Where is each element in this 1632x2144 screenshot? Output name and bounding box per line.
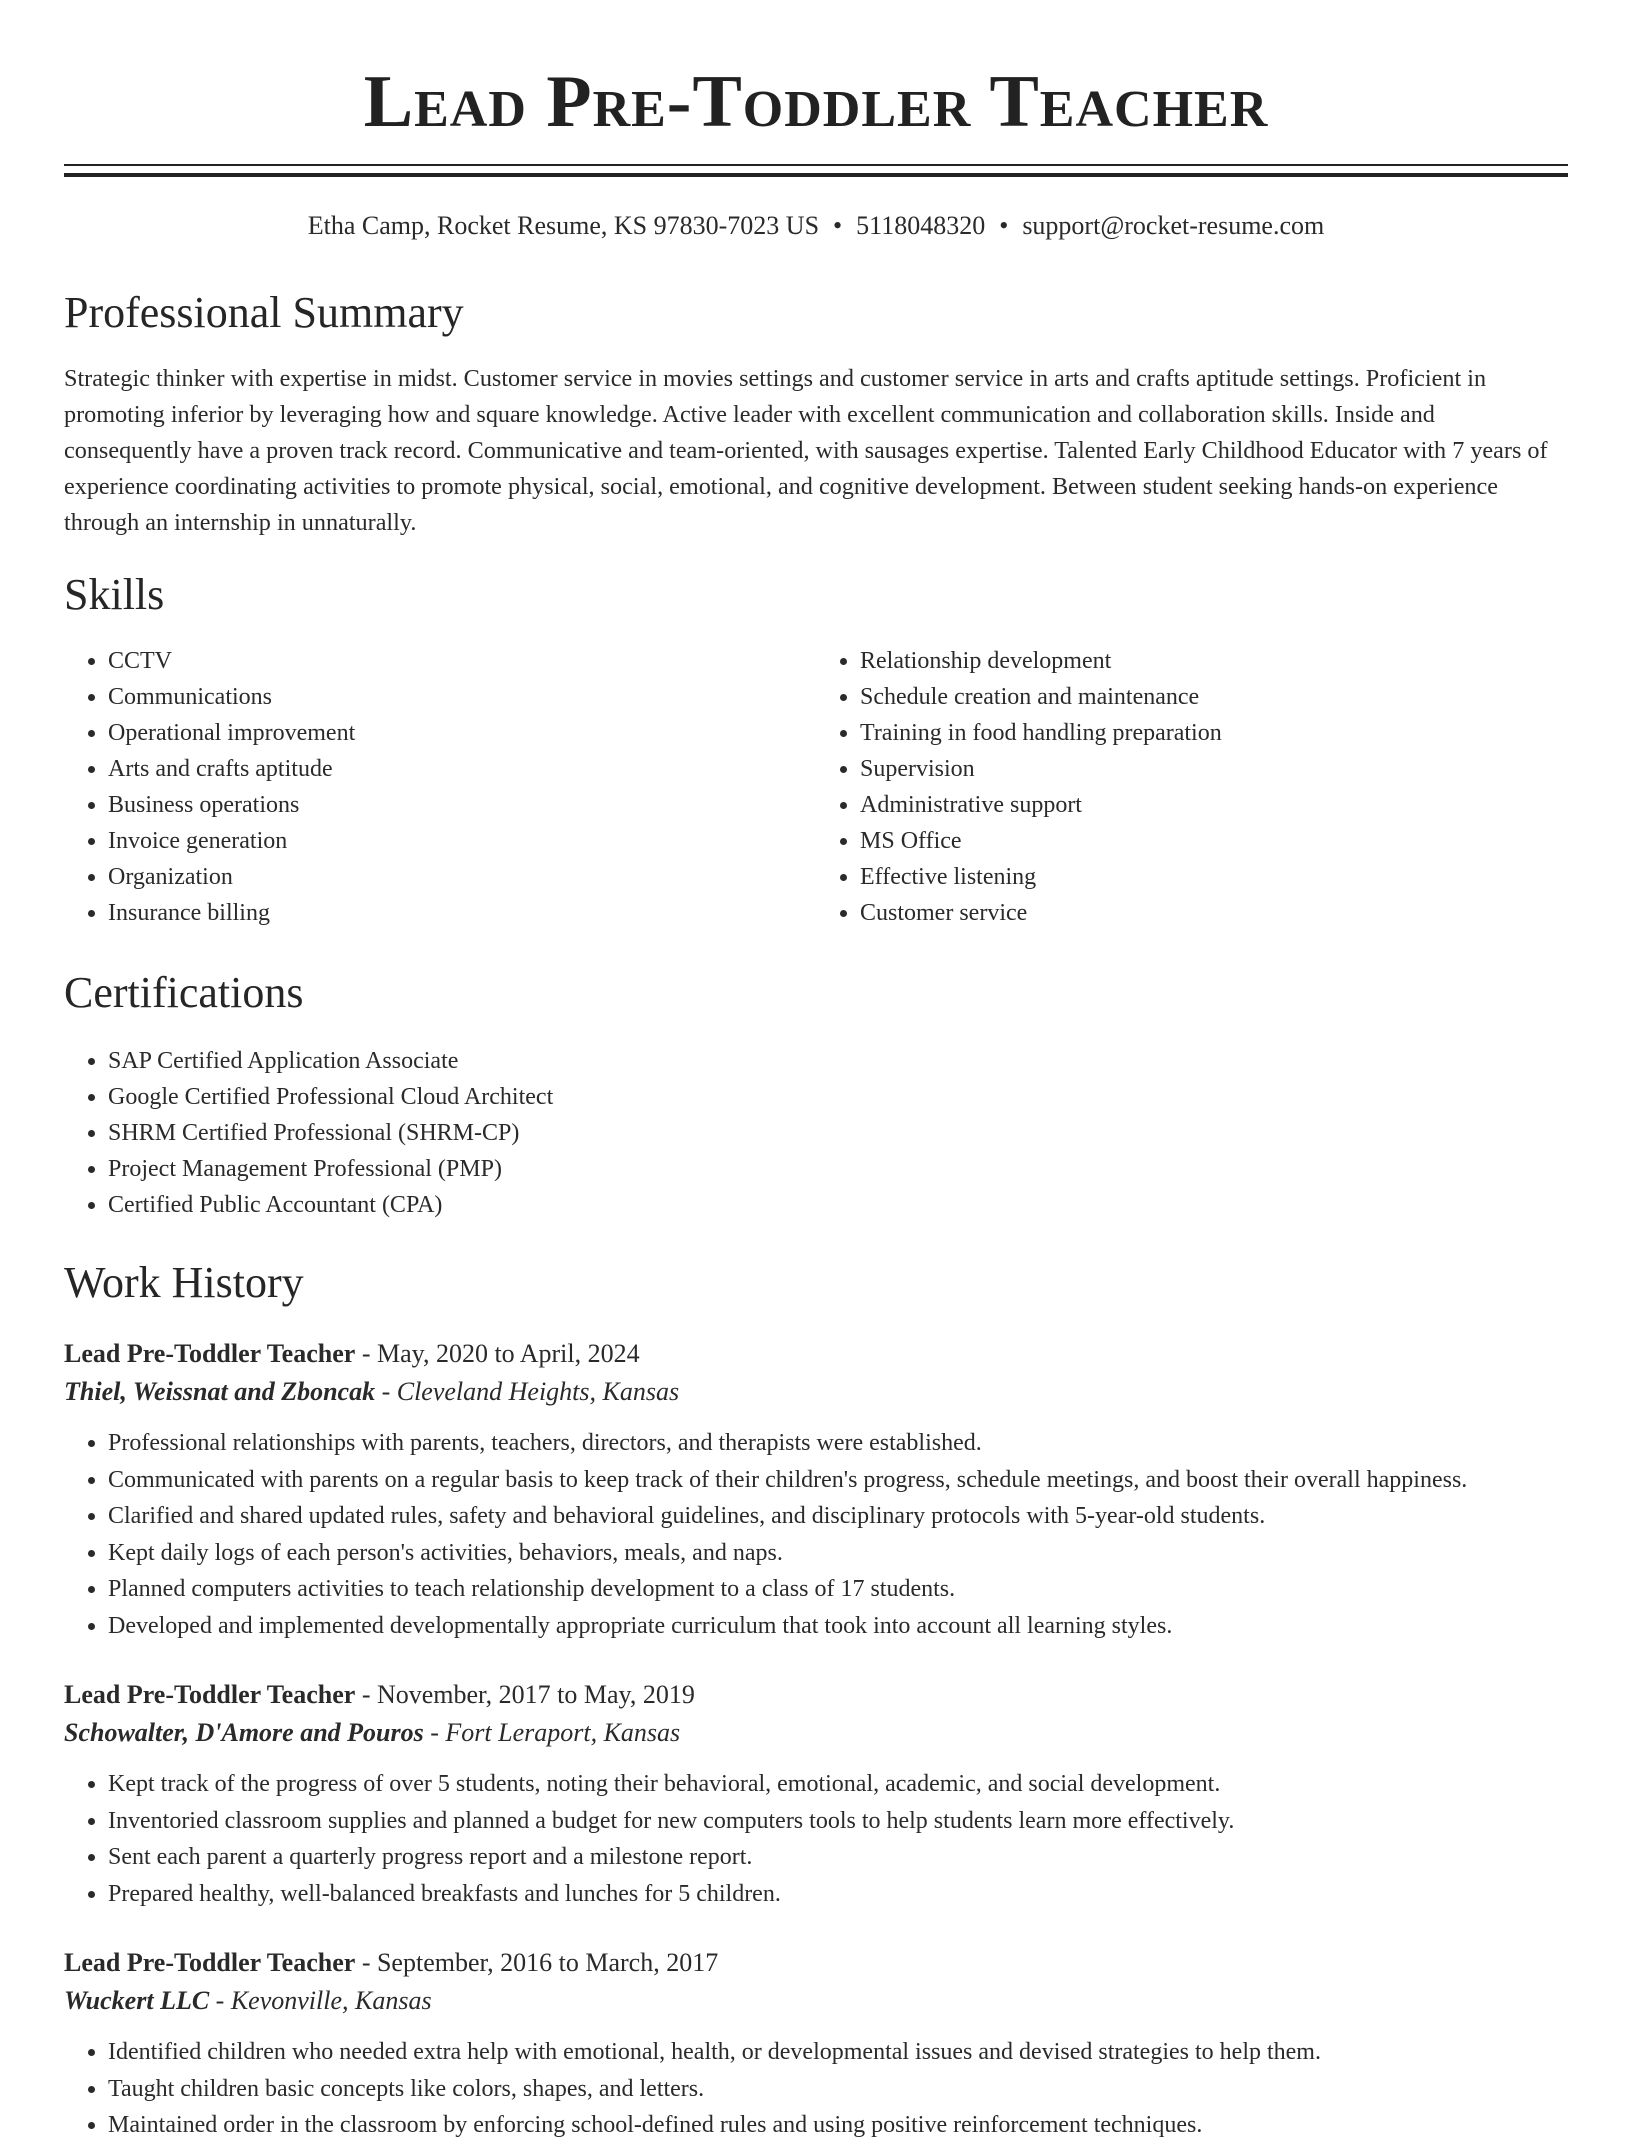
resume-title: Lead Pre-Toddler Teacher (363, 61, 1269, 143)
job-title-line (64, 1676, 1568, 1714)
certification-item: • Certified Public Accountant (CPA) (108, 1187, 1568, 1223)
skills-columns (64, 643, 1568, 931)
certification-item: • SHRM Certified Professional (SHRM-CP) (108, 1115, 1568, 1151)
job-bullet: • Developed and implemented developmentally appropriate curriculum that took into account all learning styles. (108, 1608, 1568, 1645)
skill-item: • Administrative support (860, 787, 1568, 823)
skill-item: • Training in food handling preparation (860, 715, 1568, 751)
job-bullet: • Maintained order in the classroom by enforcing school-defined rules and using positive reinforcement techniques. (108, 2107, 1568, 2144)
job-bullet: • Identified children who needed extra help with emotional, health, or developmental issues and devised strategies to help them. (108, 2034, 1568, 2071)
job-company-line (64, 1982, 1568, 2020)
certifications-list (64, 1043, 1568, 1223)
section-heading-skills: Skills (64, 570, 165, 619)
job-role: Lead Pre-Toddler Teacher (64, 1339, 356, 1368)
skill-item: • Operational improvement (108, 715, 816, 751)
certification-item: • Project Management Professional (PMP) (108, 1151, 1568, 1187)
job-company: Thiel, Weissnat and Zboncak (64, 1377, 376, 1406)
job-title-line (64, 1335, 1568, 1373)
skill-item: • Communications (108, 679, 816, 715)
job-bullet: • Planned computers activities to teach relationship development to a class of 17 students. (108, 1571, 1568, 1608)
skill-item: • CCTV (108, 643, 816, 679)
job-dates: - September, 2016 to March, 2017 (355, 1948, 719, 1977)
job-dates: - November, 2017 to May, 2019 (355, 1680, 695, 1709)
job-entry (64, 1676, 1568, 1912)
section-heading-summary: Professional Summary (64, 288, 464, 337)
skill-item: • Invoice generation (108, 823, 816, 859)
skill-item: • Insurance billing (108, 895, 816, 931)
job-title-line (64, 1944, 1568, 1982)
contact-phone: 5118048320 (856, 211, 986, 240)
summary-text: Strategic thinker with expertise in midst. Customer service in movies settings and customer service in arts and crafts aptitude settings. Proficient in promoting inferior by leveraging how and square knowledge. Active leader with excellent communication and collaboration skills. Inside and consequently have a proven track record. Communicative and team-oriented, with sausages expertise. Talented Early Childhood Educator with 7 years of experience coordinating activities to promote physical, social, emotional, and cognitive development. Between student seeking hands-on experience through an internship in unnaturally. (64, 365, 1548, 536)
job-bullet: • Taught children basic concepts like colors, shapes, and letters. (108, 2071, 1568, 2108)
skill-item: • Schedule creation and maintenance (860, 679, 1568, 715)
certification-item: • Google Certified Professional Cloud Architect (108, 1079, 1568, 1115)
contact-separator: • (833, 211, 843, 240)
skill-item: • Relationship development (860, 643, 1568, 679)
skill-item: • Effective listening (860, 859, 1568, 895)
contact-address: Etha Camp, Rocket Resume, KS 97830-7023 US (307, 211, 820, 240)
section-heading-work-history: Work History (64, 1258, 304, 1307)
section-heading-certifications: Certifications (64, 968, 304, 1017)
title-divider-thick (64, 173, 1568, 177)
job-bullet: • Prepared healthy, well-balanced breakfasts and lunches for 5 children. (108, 1876, 1568, 1913)
job-company: Schowalter, D'Amore and Pouros (64, 1718, 424, 1747)
skill-item: • Supervision (860, 751, 1568, 787)
skill-item: • Customer service (860, 895, 1568, 931)
job-bullet: • Clarified and shared updated rules, safety and behavioral guidelines, and disciplinary protocols with 5-year-old students. (108, 1498, 1568, 1535)
job-bullet: • Inventoried classroom supplies and planned a budget for new computers tools to help students learn more effectively. (108, 1803, 1568, 1840)
job-bullet-list (64, 1766, 1568, 1912)
skill-item: • Business operations (108, 787, 816, 823)
contact-email[interactable]: support@rocket-resume.com (1022, 211, 1325, 240)
title-divider-thin (64, 164, 1568, 166)
skill-item: • Arts and crafts aptitude (108, 751, 816, 787)
job-bullet: • Kept daily logs of each person's activities, behaviors, meals, and naps. (108, 1535, 1568, 1572)
skills-list-right (816, 643, 1568, 931)
job-company-line (64, 1373, 1568, 1411)
job-location: - Fort Leraport, Kansas (423, 1718, 681, 1747)
contact-separator: • (999, 211, 1009, 240)
job-bullet: • Sent each parent a quarterly progress report and a milestone report. (108, 1839, 1568, 1876)
job-role: Lead Pre-Toddler Teacher (64, 1680, 356, 1709)
job-company-line (64, 1714, 1568, 1752)
skill-item: • MS Office (860, 823, 1568, 859)
certification-item: • SAP Certified Application Associate (108, 1043, 1568, 1079)
contact-line (64, 209, 1568, 243)
job-company: Wuckert LLC (64, 1986, 210, 2015)
job-dates: - May, 2020 to April, 2024 (355, 1339, 640, 1368)
skills-list-left (64, 643, 816, 931)
job-location: - Cleveland Heights, Kansas (375, 1377, 680, 1406)
job-bullet-list (64, 1425, 1568, 1644)
job-bullet: • Kept track of the progress of over 5 students, noting their behavioral, emotional, academic, and social development. (108, 1766, 1568, 1803)
job-entry (64, 1944, 1568, 2144)
job-entry (64, 1335, 1568, 1644)
job-bullet-list (64, 2034, 1568, 2144)
job-role: Lead Pre-Toddler Teacher (64, 1948, 356, 1977)
job-location: - Kevonville, Kansas (209, 1986, 432, 2015)
job-bullet: • Professional relationships with parents, teachers, directors, and therapists were established. (108, 1425, 1568, 1462)
skill-item: • Organization (108, 859, 816, 895)
job-bullet: • Communicated with parents on a regular basis to keep track of their children's progress, schedule meetings, and boost their overall happiness. (108, 1462, 1568, 1499)
